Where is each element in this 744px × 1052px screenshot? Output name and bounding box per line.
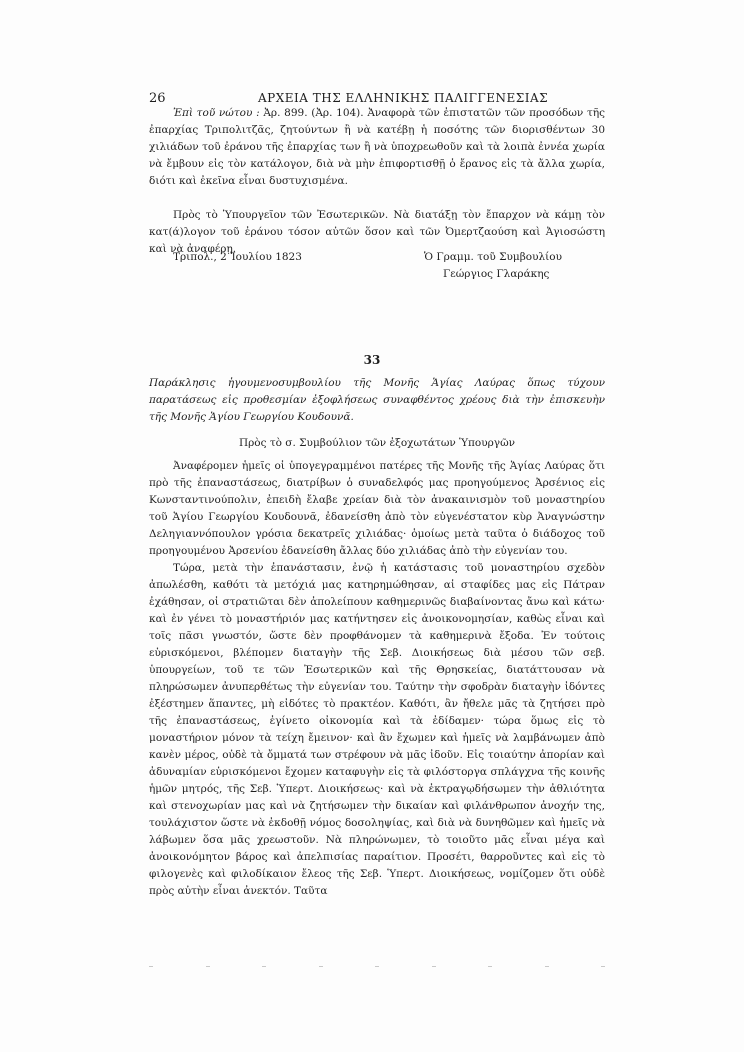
signature-role: Ὁ Γραμμ. τοῦ Συμβουλίου bbox=[424, 251, 562, 263]
scan-mark bbox=[601, 966, 605, 967]
doc33-heading: Παράκλησις ἡγουμενοσυμβουλίου τῆς Μονῆς Ἁγίας Λαύρας ὅπως τύχουν παρατάσεως εἰς προθεσμίαν ἐξοφλήσεως συναφθέντος χρέους διὰ τὴν ἐπισκευὴν τῆς Μονῆς Ἁγίου Γεωργίου Κουδουνᾶ. bbox=[149, 377, 605, 423]
doc33-address: Πρὸς τὸ σ. Συμβούλιον τῶν ἐξοχωτάτων Ὑπουργῶν bbox=[238, 437, 516, 449]
paragraph-text: Ἀναφέρομεν ἡμεῖς οἱ ὑπογεγραμμένοι πατέρες τῆς Μονῆς τῆς Ἁγίας Λαύρας ὅτι πρὸ τῆς ἐπαναστάσεως, διατρίβων ὁ συναδελφός μας προηγούμενος Ἀρσένιος εἰς Κωνσταντινούπολιν, ἐπειδὴ ἔλαβε χρείαν διὰ τὸν ἀνακαινισμὸν τοῦ μοναστηρίου τοῦ Ἁγίου Γεωργίου Κουδουνᾶ, ἐδανείσθη ἀπὸ τὸν εὐγενέστατον κὺρ Ἀναγνώστην Δεληγιαννόπουλον γρόσια δεκατρεῖς χιλιάδας· ὁμοίως μετὰ ταῦτα ὁ διάδοχος τοῦ προηγουμένου Ἀρσενίου ἐδανείσθη ἄλλας δύο χιλιάδας ἀπὸ τὴν εὐγενίαν του. bbox=[149, 460, 605, 557]
doc33-paragraph-2 bbox=[149, 560, 605, 900]
running-title: ΑΡΧΕΙΑ ΤΗΣ ΕΛΛΗΝΙΚΗΣ ΠΑΛΙΓΓΕΝΕΣΙΑΣ bbox=[258, 91, 549, 105]
scan-mark bbox=[375, 966, 379, 967]
dorsal-label: Ἐπὶ τοῦ νώτου : bbox=[173, 107, 260, 119]
scan-mark bbox=[488, 966, 492, 967]
scan-mark bbox=[319, 966, 323, 967]
document-number: 33 bbox=[363, 353, 381, 367]
place-date: Τριπολ., 2 Ἰουλίου 1823 bbox=[173, 251, 302, 263]
scan-mark bbox=[545, 966, 549, 967]
bottom-scan-marks bbox=[149, 966, 605, 967]
doc32-dorsal-note bbox=[149, 105, 605, 190]
doc33-paragraph-1 bbox=[149, 458, 605, 560]
page-number: 26 bbox=[149, 91, 166, 106]
paragraph-text: Τώρα, μετὰ τὴν ἐπανάστασιν, ἐνῷ ἡ κατάστασις τοῦ μοναστηρίου σχεδὸν ἀπωλέσθη, καθότι τὰ μετόχιά μας κατηρημώθησαν, αἱ σταφίδες μας εἰς Πάτραν ἐχάθησαν, οἱ στρατιῶται δὲν ἀπολείπουν καθημερινῶς διαβαίνοντας ἄνω καὶ κάτω· καὶ ἐν γένει τὸ μοναστήριόν μας κατήντησεν εἰς ἀνοικονομησίαν, καθὼς εἶναι καὶ τοῖς πᾶσι γνωστόν, ὥστε δὲν προφθάνομεν τὰ καθημερινὰ ἔξοδα. Ἐν τούτοις εὑρισκόμενοι, βλέπομεν διαταγὴν τῆς Σεβ. Διοικήσεως διὰ μέσου τῶν σεβ. ὑπουργείων, τοῦ τε τῶν Ἐσωτερικῶν καὶ τῆς Θρησκείας, διατάττουσαν νὰ πληρώσωμεν ἀνυπερθέτως τὴν εὐγενίαν του. Ταύτην τὴν σφοδρὰν διαταγὴν ἰδόντες ἐξέστημεν ἅπαντες, μὴ εἰδότες τὸ πρακτέον. Καθότι, ἂν ἤθελε μᾶς τὰ ζητήσει πρὸ τῆς ἐπαναστάσεως, ἐγίνετο οἰκονομία καὶ τὰ ἐδίδαμεν· τώρα ὅμως εἰς τὸ μοναστήριον μόνον τὰ τείχη ἔμεινον· καὶ ἂν ἔχωμεν καὶ ἡμεῖς νὰ λαμβάνωμεν ἀπὸ κανὲν μέρος, οὐδὲ τὰ ὄμματά των στρέφουν νὰ μᾶς ἰδοῦν. Εἰς τοιαύτην ἀπορίαν καὶ ἀδυναμίαν εὑρισκόμενοι ἔχομεν καταφυγὴν εἰς τὰ φιλόστοργα σπλάγχνα τῆς κοινῆς ἡμῶν μητρός, τῆς Σεβ. Ὑπερτ. Διοικήσεως· καὶ νὰ ἐκτραγῳδήσωμεν τὴν ἀθλιότητα καὶ στενοχωρίαν μας καὶ νὰ ζητήσωμεν τὴν δικαίαν καὶ φιλάνθρωπον ἀνοχήν της, τουλάχιστον ὥστε νὰ ἐκδοθῇ νόμος δοσοληψίας, καὶ διὰ νὰ δυνηθῶμεν καὶ ἡμεῖς νὰ λάβωμεν ὅσα μᾶς χρεωστοῦν. Νὰ πληρώνωμεν, τὸ τοιοῦτο μᾶς εἶναι μέγα καὶ ἀνοικονόμητον βάρος καὶ ἀπελπισίας παραίτιον. Προσέτι, θαρροῦντες καὶ εἰς τὸ φιλογενὲς καὶ φιλοδίκαιον ἔλεος τῆς Σεβ. Ὑπερτ. Διοικήσεως, νομίζομεν ὅτι οὐδὲ πρὸς αὐτὴν εἶναι ἀνεκτόν. Ταῦτα bbox=[149, 562, 605, 897]
signature-name: Γεώργιος Γλαράκης bbox=[443, 268, 550, 280]
dorsal-text: Ἀρ. 899. (Ἀρ. 104). Ἀναφορὰ τῶν ἐπιστατῶν τῶν προσόδων τῆς ἐπαρχίας Τριπολιτζᾶς, ζητούντων ἢ νὰ κατέβῃ ἡ ποσότης τῶν διορισθέντων 30 χιλιάδων τοῦ ἐράνου τῆς ἐπαρχίας των ἢ νὰ ὑποχρεωθοῦν καὶ τὰ λοιπὰ ἐννέα χωρία νὰ ἔμβουν εἰς τὸν κατάλογον, διὰ νὰ μὴν ἐπιφορτισθῇ ὁ ἔρανος εἰς τὰ ἄλλα χωρία, διότι καὶ ἐκεῖνα εἶναι δυστυχισμένα. bbox=[149, 107, 605, 187]
scan-mark bbox=[206, 966, 210, 967]
scan-mark bbox=[149, 966, 153, 967]
scan-mark bbox=[432, 966, 436, 967]
instruction-text: Πρὸς τὸ Ὑπουργεῖον τῶν Ἐσωτερικῶν. Νὰ διατάξῃ τὸν ἔπαρχον νὰ κάμῃ τὸν κατ(ά)λογον τοῦ ἐράνου τόσον αὐτῶν ὅσον καὶ τῶν Ὀμερτζαούση καὶ Ἀγιοσώστη καὶ νὰ ἀναφέρῃ. bbox=[149, 209, 605, 255]
scan-mark bbox=[262, 966, 266, 967]
